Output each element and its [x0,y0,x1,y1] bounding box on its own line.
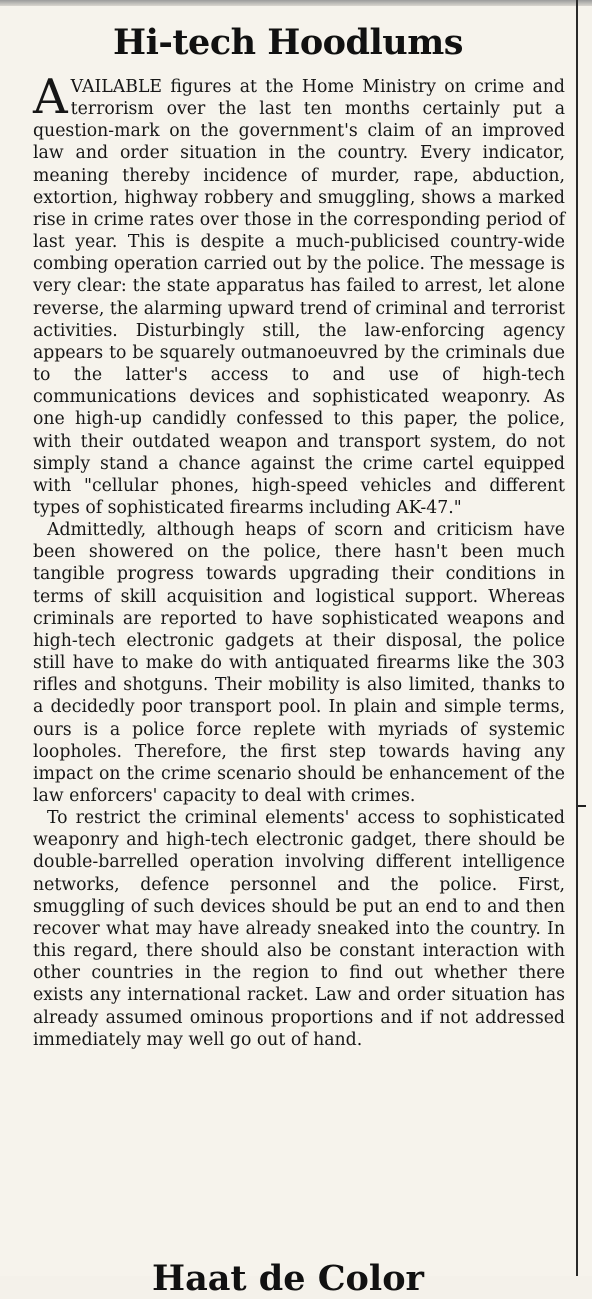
paragraph-3: To restrict the criminal elements' access to sophisticated weaponry and high-tech electronic gadget, there should be double-barrelled operation involving different intelligence networks, defence personnel and the police. First, smuggling of such devices should be put an end to and then recover what may have already sneaked into the country. In this regard, there should also be constant interaction with other countries in the region to find out whether there exists any international racket. Law and order situation has already assumed ominous proportions and if not addressed immediately may well go out of hand. [33,808,565,1050]
paragraph-2: Admittedly, although heaps of scorn and criticism have been showered on the police, there hasn't been much tangible progress towards upgrading their conditions in terms of skill acquisition and logistical support. Whereas criminals are reported to have sophisticated weapons and high-tech electronic gadgets at their disposal, the police still have to make do with antiquated firearms like the 303 rifles and shotguns. Their mobility is also limited, thanks to a decidedly poor transport pool. In plain and simple terms, ours is a police force replete with myriads of systemic loopholes. Therefore, the first step towards having any impact on the crime scenario should be enhancement of the law enforcers' capacity to deal with crimes. [33,520,565,806]
drop-cap: A [33,69,68,125]
article-body [33,69,565,1051]
headline: Hi-tech Hoodlums [113,22,463,63]
column-divider-tick [578,805,586,807]
paragraph-1-text: VAILABLE figures at the Home Ministry on crime and terrorism over the last ten months certainly put a question-mark on the government's claim of an improved law and order situation in the country. Every indicator, meaning thereby incidence of murder, rape, abduction, extortion, highway robbery and smuggling, shows a marked rise in crime rates over those in the corresponding period of last year. This is despite a much-publicised country-wide combing operation carried out by the police. The message is very clear: the state apparatus has failed to arrest, let alone reverse, the alarming upward trend of criminal and terrorist activities. Disturbingly still, the law-enforcing agency appears to be squarely outmanoeuvred by the criminals due to the latter's access to and use of high-tech communications devices and sophisticated weaponry. As one high-up candidly confessed to this paper, the police, with their outdated weapon and transport system, do not simply stand a chance against the crime cartel equipped with "cellular phones, high-speed vehicles and different types of sophisticated firearms including AK-47." [33,77,565,518]
next-article-headline-cropped: Haat de Color [152,1258,424,1299]
top-rule [0,0,592,6]
column-divider [576,0,578,1276]
paragraph-1 [33,69,565,519]
